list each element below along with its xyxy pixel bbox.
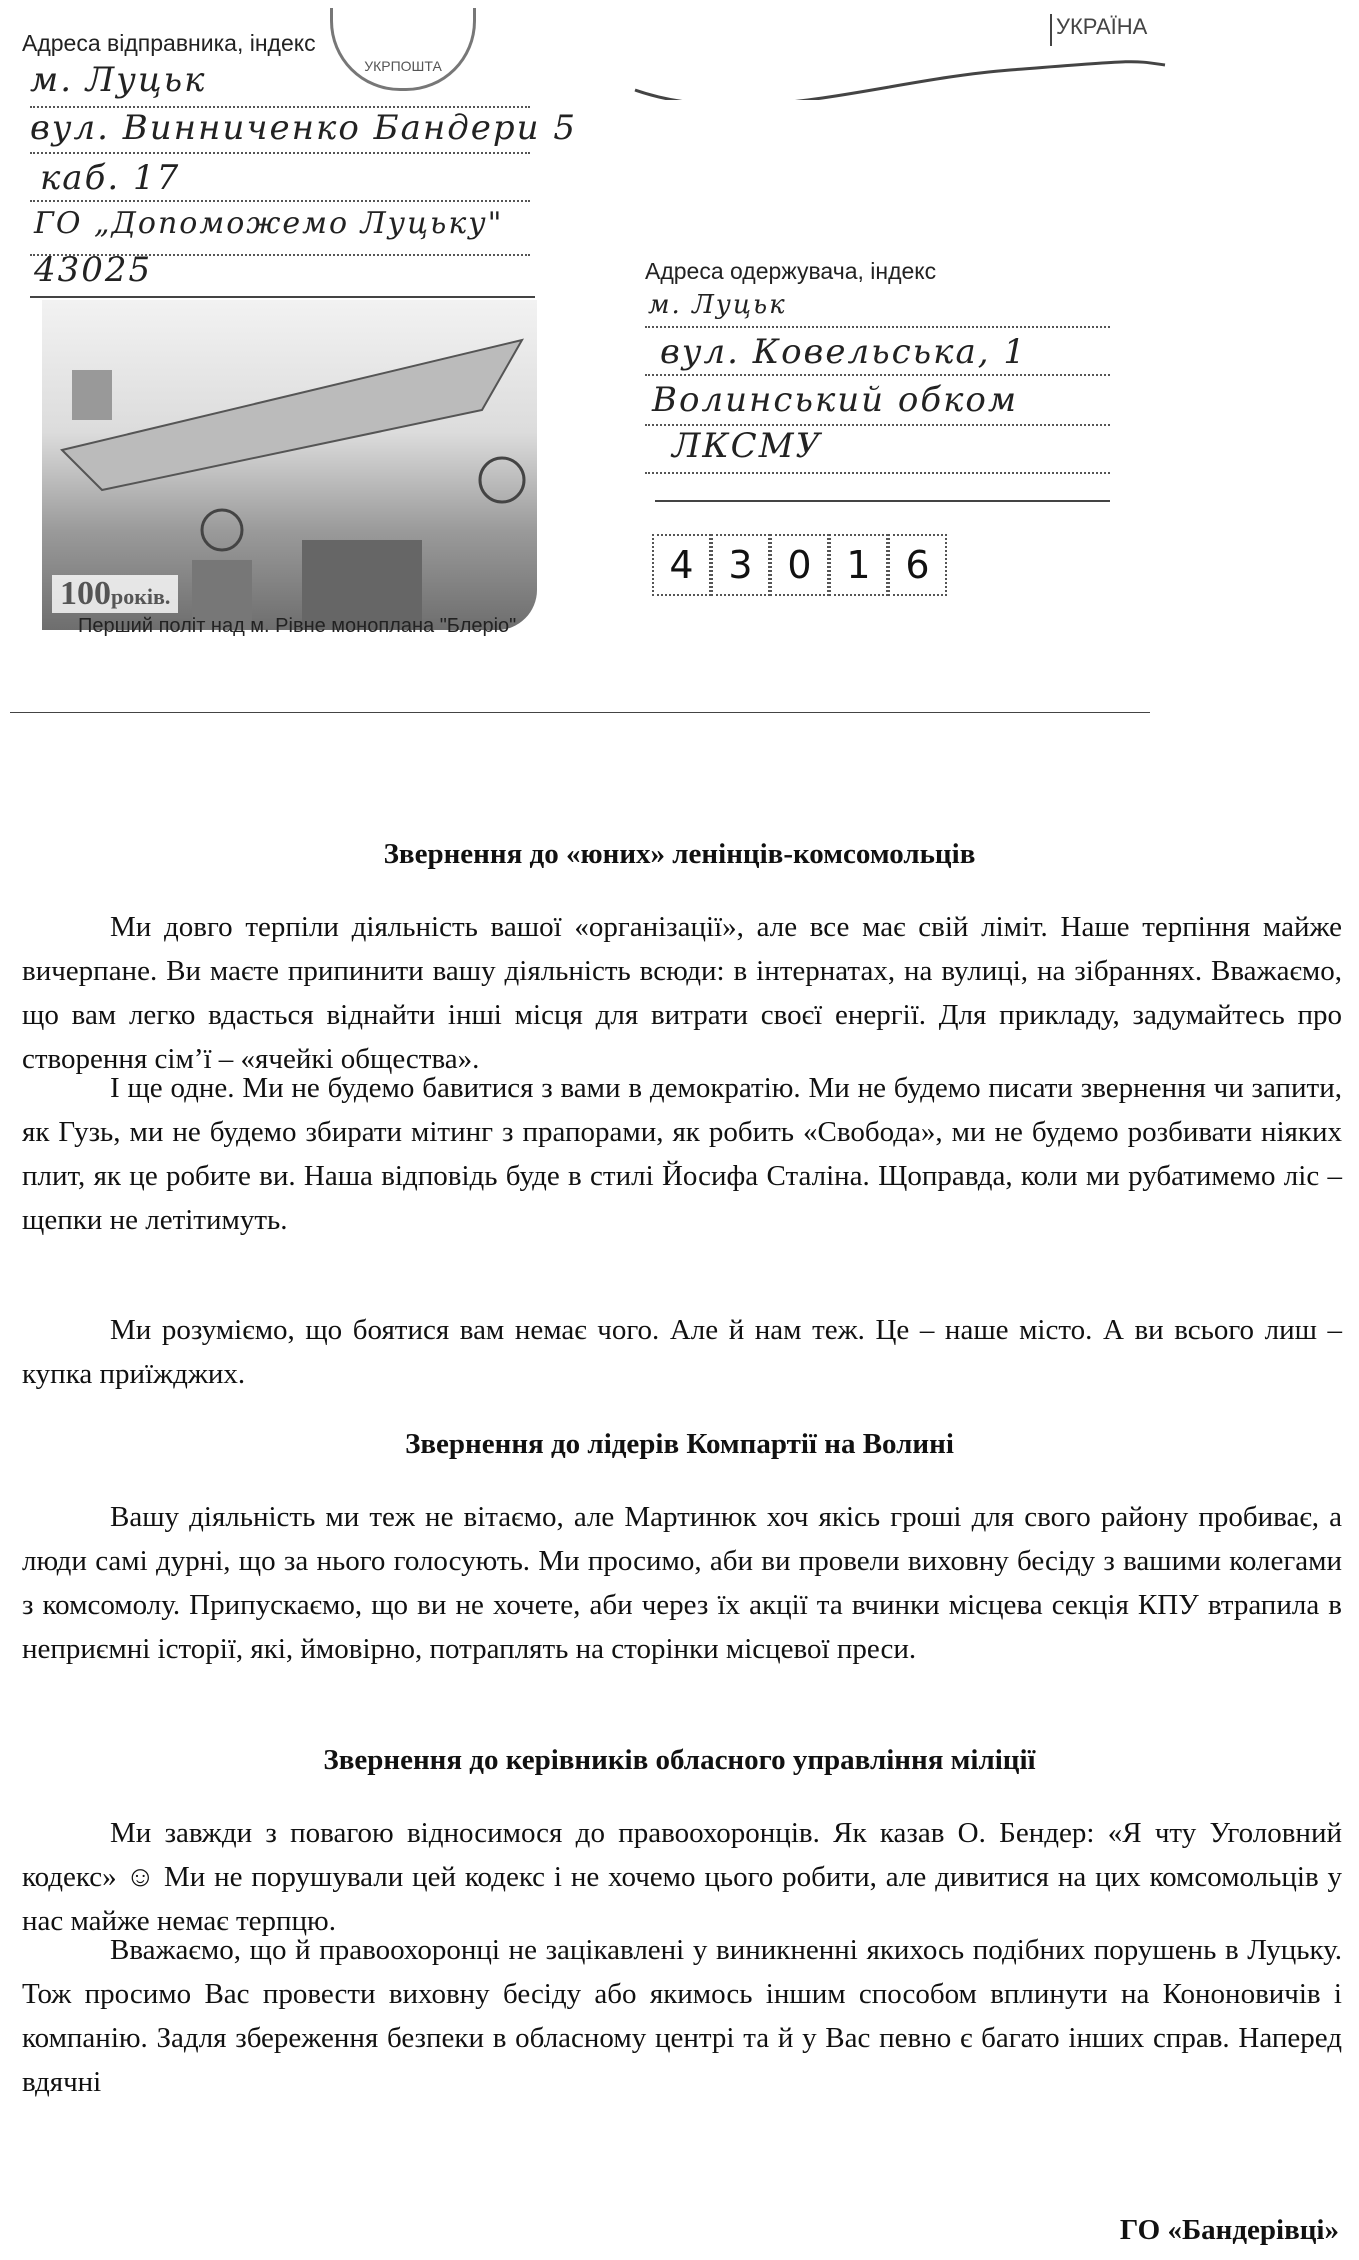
address-line: [645, 472, 1110, 474]
paragraph: Вашу діяльність ми теж не вітаємо, але Мартинюк хоч якісь гроші для свого району пробиває, а люди самі дурні, що за нього голосують. Ми просимо, аби ви провели виховну бесіду з вашими колегами з комсомолу. Припускаємо, що ви не хочете, аби через їх акції та вчинки місцева секція КПУ втрапила в неприємні історії, які, ймовірно, потраплять на сторінки місцевої преси.: [22, 1501, 1342, 1665]
country-mark: УКРАЇНА: [1050, 14, 1147, 46]
index-digit: 4: [652, 534, 711, 596]
section-heading: Звернення до «юних» ленінців-комсомольців: [383, 838, 976, 870]
postmark-stamp: [330, 8, 476, 91]
postmark-text: УКРПОШТА: [364, 58, 442, 74]
signature: ГО «Бандерівці»: [1119, 2214, 1339, 2246]
sender-line: вул. Винниченко Бандери 5: [30, 108, 578, 148]
paragraph: Вважаємо, що й правоохоронці не зацікавлені у виникненні якихось подібних порушень в Луцьку. Тож просимо Вас провести виховну бесіду або якимось іншим способом вплинути на Кононовичів і компанію. Задля збереження безпеки в обласному центрі та й у Вас певно є багато інших справ. Наперед вдячні: [22, 1934, 1342, 2098]
envelope-bottom-edge: [10, 712, 1150, 713]
section-heading: Звернення до керівників обласного управління міліції: [323, 1744, 1036, 1776]
address-line: [655, 500, 1110, 502]
recipient-line: м. Луцьк: [648, 290, 787, 320]
recipient-line: ЛКСМУ: [672, 426, 823, 466]
commemorative-picture: [42, 300, 537, 630]
address-line: [30, 152, 530, 154]
sender-index: 43025: [34, 250, 153, 290]
index-digit: 3: [711, 534, 770, 596]
index-digit: 1: [829, 534, 888, 596]
recipient-index-boxes: [652, 534, 947, 596]
wavy-cancel-line: [630, 40, 1170, 100]
paragraph: Ми довго терпіли діяльність вашої «організації», але все має свій ліміт. Наше терпіння майже вичерпане. Ви маєте припинити вашу діяльність всюди: в інтернатах, на вулиці, на зібраннях. Вважаємо, що вам легко вдасться віднайти інші місця для витрати своєї енергії. Для прикладу, задумайтесь про створення сім’ї – «ячейкі общества».: [22, 911, 1342, 1075]
index-digit: 6: [888, 534, 947, 596]
sender-label: Адреса відправника, індекс: [22, 30, 316, 56]
sender-line: м. Луцьк: [30, 60, 207, 100]
picture-caption: Перший політ над м. Рівне моноплана "Блеріо": [78, 615, 517, 637]
address-line: [30, 296, 535, 298]
sender-line: ГО „Допоможемо Луцьку": [34, 206, 504, 241]
recipient-label: Адреса одержувача, індекс: [645, 258, 937, 284]
paragraph: Ми розуміємо, що боятися вам немає чого. Але й нам теж. Це – наше місто. А ви всього лиш – купка приїжджих.: [22, 1314, 1342, 1390]
address-line: [30, 200, 530, 202]
recipient-line: Волинський обком: [652, 380, 1019, 420]
paragraph: І ще одне. Ми не будемо бавитися з вами в демократію. Ми не будемо писати звернення чи запити, як Гузь, ми не будемо збирати мітинг з прапорами, як робить «Свобода», ми не будемо розбивати ніяких плит, як це робите ви. Наша відповідь буде в стилі Йосифа Сталіна. Щоправда, коли ми рубатимемо ліс – щепки не летітимуть.: [22, 1072, 1342, 1236]
recipient-line: вул. Ковельська, 1: [660, 332, 1028, 372]
index-digit: 0: [770, 534, 829, 596]
section-heading: Звернення до лідерів Компартії на Волині: [405, 1428, 954, 1460]
address-line: [645, 374, 1110, 376]
paragraph: Ми завжди з повагою відносимося до правоохоронців. Як казав О. Бендер: «Я чту Уголовний кодекс» ☺ Ми не порушували цей кодекс і не хочемо цього робити, але дивитися на цих комсомольців у нас майже немає терпцю.: [22, 1817, 1342, 1937]
sender-line: каб. 17: [40, 158, 181, 198]
address-line: [645, 326, 1110, 328]
picture-years-badge: 100років.: [52, 575, 178, 613]
